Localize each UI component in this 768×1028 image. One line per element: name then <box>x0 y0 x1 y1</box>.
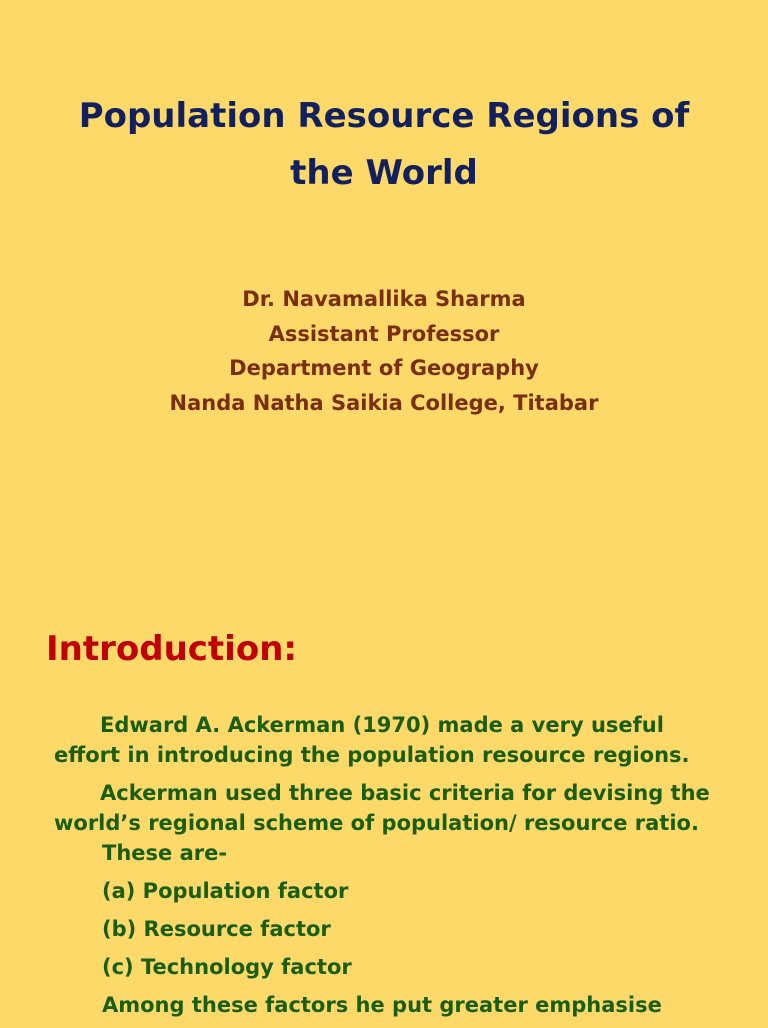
paragraph-1-line-1: Edward A. Ackerman (1970) made a very useful <box>100 713 664 737</box>
introduction-slide <box>0 512 768 1024</box>
paragraph-1-line-2: effort in introducing the population resource regions. <box>54 743 690 767</box>
paragraph-1 <box>54 710 754 770</box>
paragraph-2-line-3: These are- <box>102 841 228 865</box>
author-position: Assistant Professor <box>268 321 500 346</box>
author-block <box>0 282 768 420</box>
paragraph-2-line-2: world’s regional scheme of population/ resource ratio. <box>54 811 699 835</box>
paragraph-3-line-1: Among these factors he put greater emphasise <box>102 993 662 1017</box>
paragraph-2-line-1: Ackerman used three basic criteria for devising the <box>100 781 710 805</box>
slide-title-line-1: Population Resource Regions of <box>78 96 690 136</box>
introduction-heading: Introduction: <box>46 629 297 669</box>
slide-title <box>0 88 768 202</box>
author-college: Nanda Natha Saikia College, Titabar <box>169 390 599 415</box>
criteria-item-resource: (b) Resource factor <box>102 917 331 941</box>
author-department: Department of Geography <box>229 356 539 380</box>
introduction-body <box>54 710 754 1028</box>
criteria-item-technology: (c) Technology factor <box>102 955 352 979</box>
paragraph-2 <box>54 778 754 868</box>
slide-title-line-2: the World <box>290 153 478 193</box>
criteria-item-population: (a) Population factor <box>102 879 349 903</box>
title-slide <box>0 0 768 512</box>
author-name: Dr. Navamallika Sharma <box>242 287 526 311</box>
